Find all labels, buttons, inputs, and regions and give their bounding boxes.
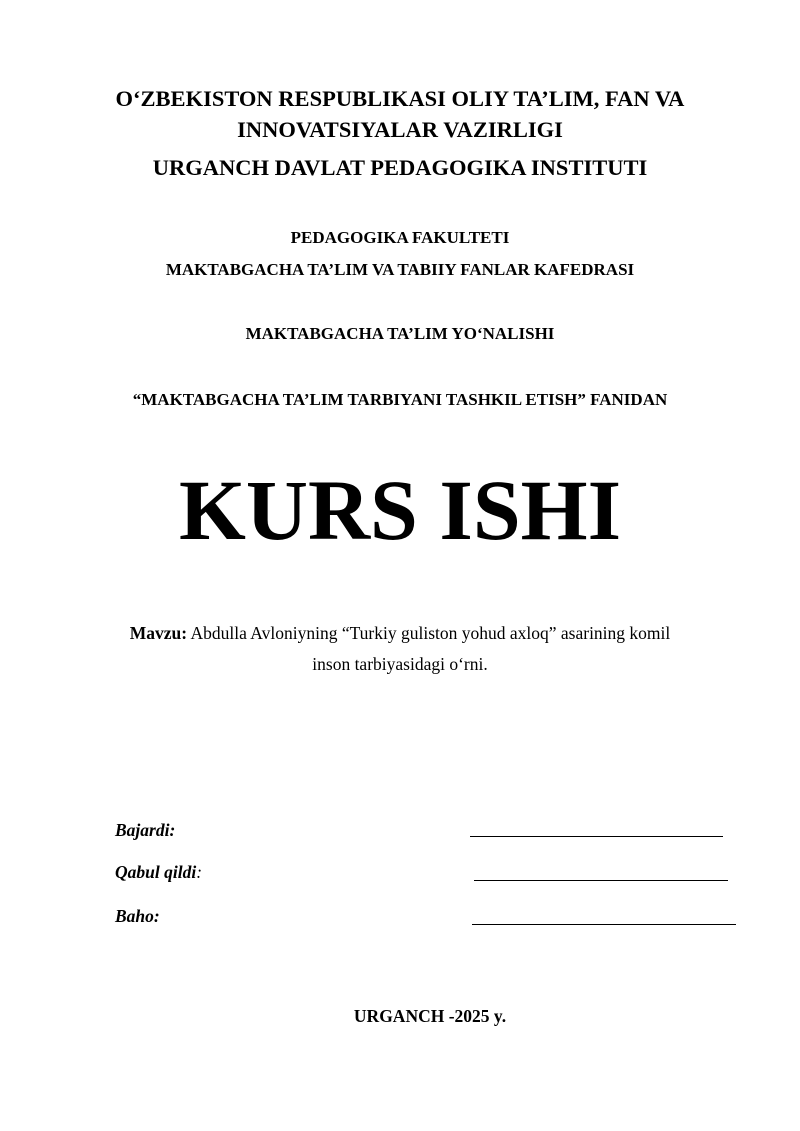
- accepted-by-colon: :: [196, 862, 203, 882]
- accepted-by-text: Qabul qildi: [115, 862, 197, 882]
- grade-signature-line: [472, 924, 736, 925]
- done-by-signature-line: [470, 836, 723, 837]
- ministry-title-line2: INNOVATSIYALAR VAZIRLIGI: [237, 117, 563, 142]
- ministry-title-line1: O‘ZBEKISTON RESPUBLIKASI OLIY TA’LIM, FAN VA: [115, 86, 685, 111]
- accepted-by-label: [115, 862, 202, 883]
- topic-label: Mavzu:: [129, 623, 188, 643]
- grade-label: Baho:: [115, 906, 160, 926]
- done-by-label: Bajardi:: [115, 820, 176, 840]
- direction-name: MAKTABGACHA TA’LIM YO‘NALISHI: [245, 324, 555, 343]
- institute-name: URGANCH DAVLAT PEDAGOGIKA INSTITUTI: [152, 155, 648, 180]
- accepted-by-signature-line: [474, 880, 728, 881]
- subject-name: “MAKTABGACHA TA’LIM TARBIYANI TASHKIL ETISH” FANIDAN: [132, 390, 668, 409]
- topic-text-line2: inson tarbiyasidagi o‘rni.: [312, 654, 488, 674]
- topic-text-line1: Abdulla Avloniyning “Turkiy guliston yohud axloq” asarining komil: [187, 623, 671, 643]
- document-title: KURS ISHI: [178, 462, 622, 558]
- topic-line1: [0, 623, 800, 644]
- faculty-name: PEDAGOGIKA FAKULTETI: [290, 228, 510, 247]
- department-name: MAKTABGACHA TA’LIM VA TABIIY FANLAR KAFEDRASI: [165, 260, 635, 279]
- city-year: URGANCH -2025 y.: [353, 1006, 507, 1026]
